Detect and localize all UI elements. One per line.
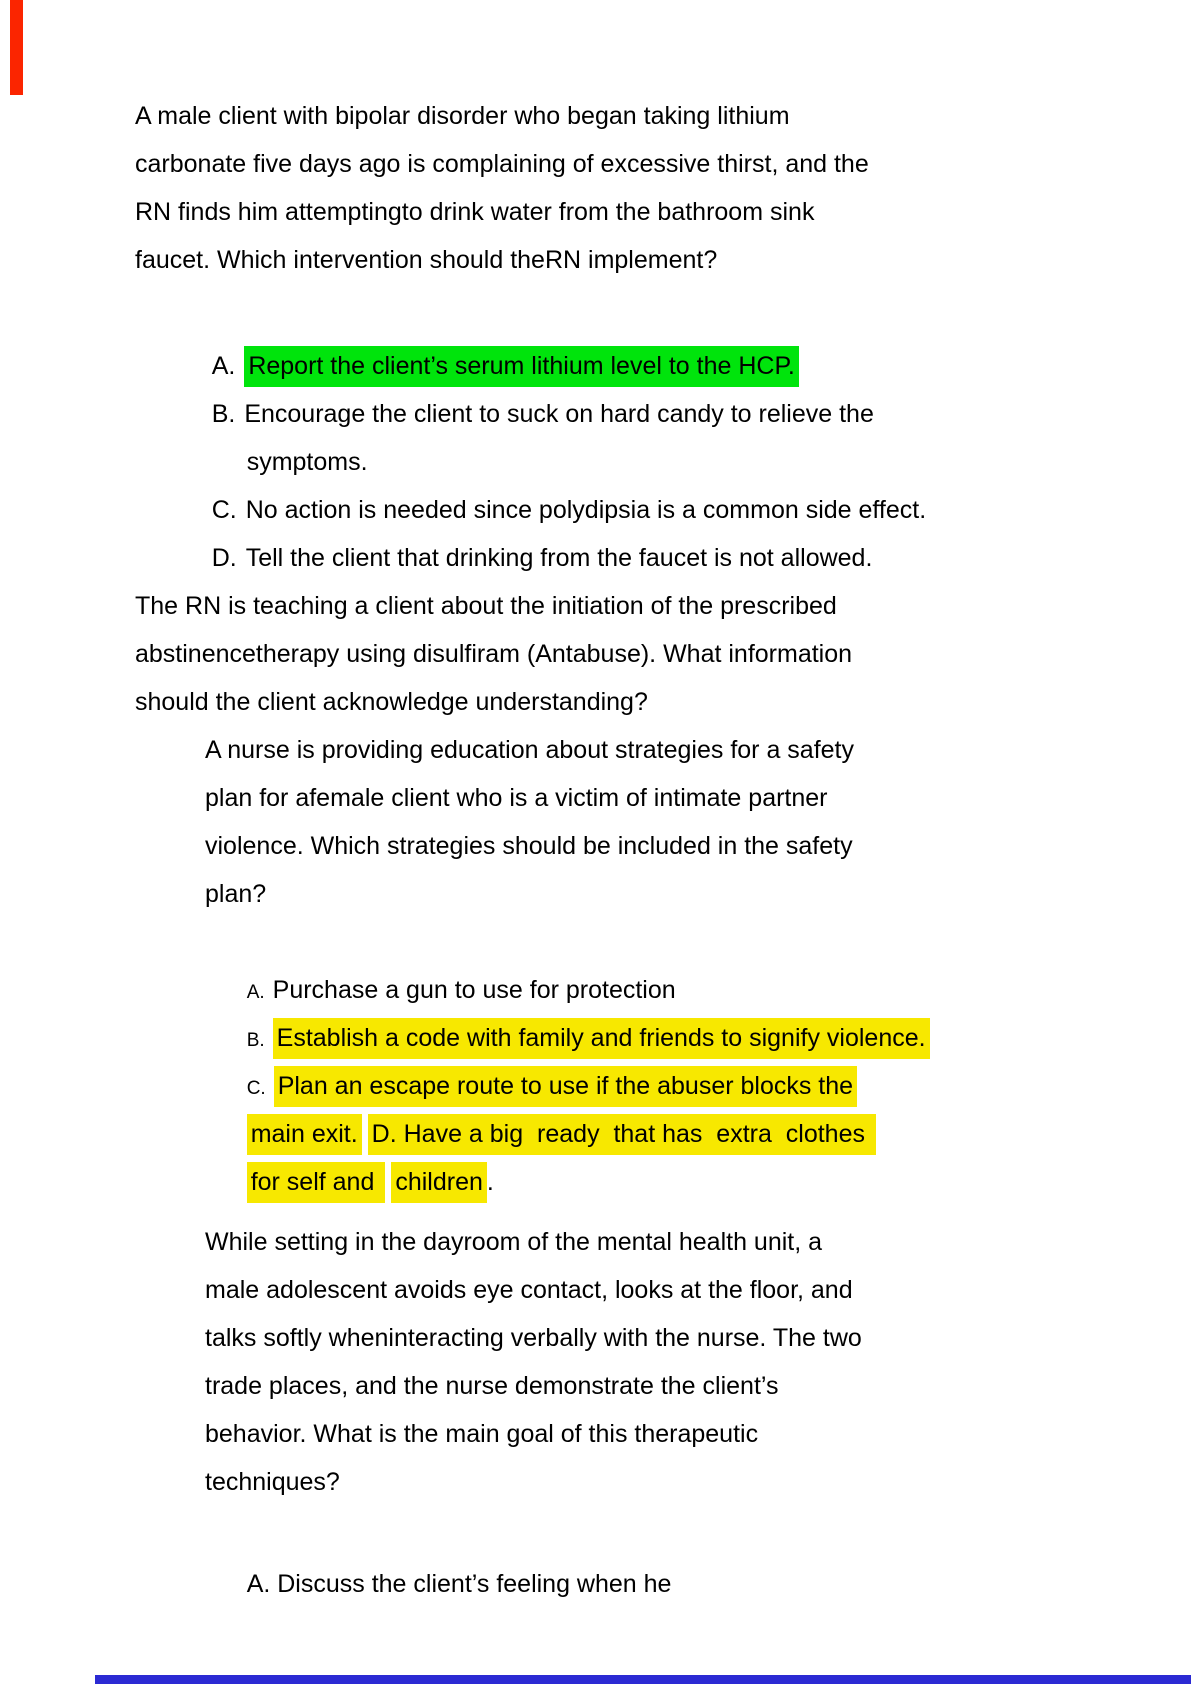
question-1-stem [0, 92, 1191, 284]
question-1-line-3: RN finds him attemptingto drink water from the bathroom sink [135, 198, 815, 226]
question-4-line-3: talks softly wheninteracting verbally with the nurse. The two [205, 1324, 862, 1352]
option-letter-a: A. [246, 982, 265, 1003]
question-4-line-2: male adolescent avoids eye contact, looks at the floor, and [205, 1276, 853, 1304]
question-3-line-3: violence. Which strategies should be included in the safety [205, 832, 853, 860]
option-letter-a: A. [211, 352, 236, 380]
option-text-b-highlighted-yellow: Establish a code with family and friends to signify violence. [273, 1018, 930, 1059]
option-text-d: Tell the client that drinking from the faucet is not allowed. [245, 544, 873, 572]
question-4-line-6: techniques? [205, 1468, 340, 1496]
question-2-stem [0, 582, 1191, 726]
question-1-line-1: A male client with bipolar disorder who began taking lithium [135, 102, 790, 130]
question-3-line-1: A nurse is providing education about strategies for a safety [205, 736, 854, 764]
question-3-options [0, 918, 1191, 1196]
option-letter-c: C. [246, 1078, 266, 1099]
question-1-line-2: carbonate five days ago is complaining of excessive thirst, and the [135, 150, 869, 178]
option-row-a [0, 294, 1191, 380]
question-3-line-4: plan? [205, 880, 267, 908]
question-2-line-3: should the client acknowledge understanding? [135, 688, 648, 716]
option-row-a [0, 918, 1191, 1004]
option-text-a-highlighted-green: Report the client’s serum lithium level to the HCP. [244, 346, 799, 387]
question-4-stem [0, 1218, 1191, 1506]
question-4-options [0, 1512, 1191, 1598]
question-2-line-2: abstinencetherapy using disulfiram (Antabuse). What information [135, 640, 853, 668]
option-text-a: A. Discuss the client’s feeling when he [246, 1570, 672, 1598]
option-text-c: No action is needed since polydipsia is a common side effect. [245, 496, 927, 524]
option-letter-b: B. [211, 400, 236, 428]
option-text-a: Purchase a gun to use for protection [272, 976, 676, 1004]
option-letter-b: B. [246, 1030, 265, 1051]
option-text-b-line-2: symptoms. [246, 448, 368, 476]
question-4-line-1: While setting in the dayroom of the mental health unit, a [205, 1228, 823, 1256]
option-text-d-period: . [486, 1168, 494, 1196]
option-text-d-continuation-highlighted-yellow: for self and [247, 1162, 386, 1203]
option-text-c-highlighted-yellow: Plan an escape route to use if the abuser blocks the [274, 1066, 857, 1107]
question-3-stem [0, 726, 1191, 918]
option-text-c-continuation-highlighted-yellow: main exit. [247, 1114, 362, 1155]
option-text-b-line-1: Encourage the client to suck on hard candy to relieve the [244, 400, 874, 428]
question-3-line-2: plan for afemale client who is a victim of intimate partner [205, 784, 828, 812]
question-4-line-4: trade places, and the nurse demonstrate the client’s [205, 1372, 779, 1400]
option-text-d-highlighted-yellow: D. Have a big ready that has extra clothes [368, 1114, 876, 1155]
option-letter-d: D. [211, 544, 237, 572]
question-2-line-1: The RN is teaching a client about the initiation of the prescribed [135, 592, 837, 620]
option-row-a [0, 1512, 1191, 1598]
question-1-line-4: faucet. Which intervention should theRN implement? [135, 246, 718, 274]
question-1-options [0, 294, 1191, 572]
red-margin-bar [10, 0, 23, 95]
option-text-d-last-word-highlighted-yellow: children [391, 1162, 487, 1203]
option-letter-c: C. [211, 496, 237, 524]
bottom-blue-bar [95, 1675, 1191, 1684]
question-4-line-5: behavior. What is the main goal of this therapeutic [205, 1420, 759, 1448]
